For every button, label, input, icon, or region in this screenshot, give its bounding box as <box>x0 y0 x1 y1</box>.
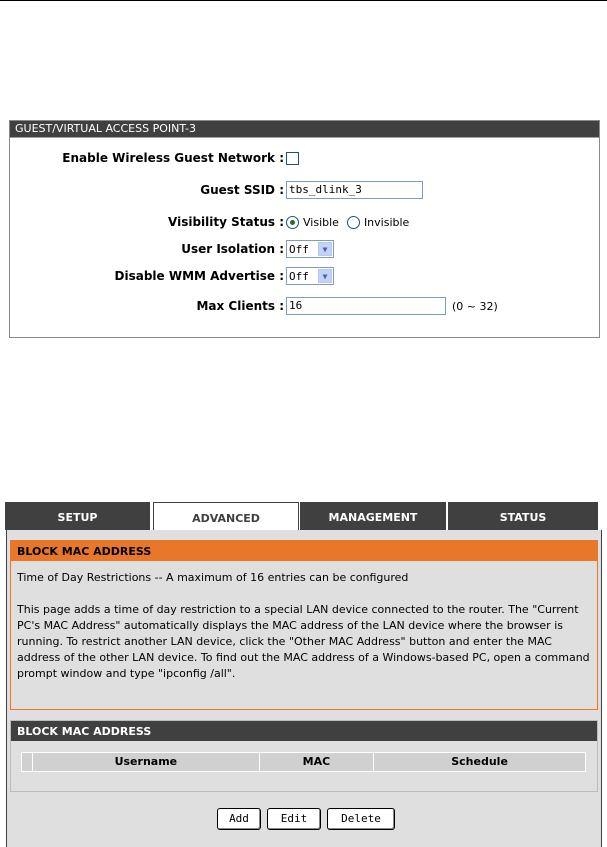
tab-management[interactable]: MANAGEMENT <box>300 502 448 530</box>
edit-button[interactable]: Edit <box>267 808 321 830</box>
main-panel <box>6 530 602 847</box>
visible-option-label: Visible <box>303 215 339 229</box>
visible-radio[interactable] <box>286 216 299 229</box>
visibility-label: Visibility Status : <box>168 215 284 229</box>
block-list-title: BLOCK MAC ADDRESS <box>11 721 597 741</box>
ssid-label: Guest SSID : <box>200 183 284 197</box>
max-clients-label: Max Clients : <box>196 299 284 313</box>
guest-ap-panel <box>9 120 600 338</box>
tab-setup[interactable]: SETUP <box>5 502 152 530</box>
isolation-value: Off <box>289 242 309 256</box>
enable-guest-label: Enable Wireless Guest Network : <box>62 151 284 165</box>
tab-status[interactable]: STATUS <box>448 502 600 530</box>
restriction-note: Time of Day Restrictions -- A maximum of 16 entries can be configured <box>17 571 409 584</box>
column-mac: MAC <box>260 753 374 771</box>
max-clients-hint: (0 ~ 32) <box>452 299 498 313</box>
chevron-down-icon[interactable]: ▼ <box>318 242 332 256</box>
ssid-row <box>10 180 601 200</box>
column-username: Username <box>33 753 260 771</box>
block-mac-title: BLOCK MAC ADDRESS <box>11 541 597 561</box>
tab-advanced[interactable]: ADVANCED <box>153 502 299 530</box>
wmm-value: Off <box>289 269 309 283</box>
isolation-label: User Isolation : <box>181 242 284 256</box>
add-button[interactable]: Add <box>217 808 261 830</box>
column-schedule: Schedule <box>451 755 508 768</box>
wmm-select[interactable] <box>286 267 334 285</box>
wmm-row <box>10 266 601 286</box>
ssid-input[interactable]: tbs_dlink_3 <box>286 181 423 199</box>
invisible-radio[interactable] <box>347 216 360 229</box>
column-spacer <box>22 753 33 771</box>
isolation-select[interactable] <box>286 240 334 258</box>
top-rule <box>0 0 607 1</box>
max-clients-input[interactable]: 16 <box>286 297 446 315</box>
invisible-option-label: Invisible <box>363 215 410 229</box>
delete-button[interactable]: Delete <box>327 808 395 830</box>
guest-ap-title: GUEST/VIRTUAL ACCESS POINT-3 <box>10 121 599 138</box>
block-mac-description: This page adds a time of day restriction to a special LAN device connected to the router. The "Current PC's MAC Address" automatically displays the MAC address of the LAN device where the browser is running. To restrict another LAN device, click the "Other MAC Address" button and enter the MAC address of the other LAN device. To find out the MAC address of a Windows-based PC, open a command prompt window and type "ipconfig /all". <box>17 603 590 680</box>
chevron-down-icon[interactable]: ▼ <box>318 269 332 283</box>
enable-guest-row <box>10 148 601 168</box>
enable-guest-checkbox[interactable] <box>286 152 299 165</box>
block-mac-list-box <box>10 720 598 792</box>
nav-tabs <box>5 502 604 530</box>
visibility-row <box>10 212 601 232</box>
max-clients-row <box>10 296 601 316</box>
wmm-label: Disable WMM Advertise : <box>114 269 284 283</box>
isolation-row <box>10 239 601 259</box>
block-mac-info-box <box>10 540 598 710</box>
block-list-columns <box>21 752 586 772</box>
